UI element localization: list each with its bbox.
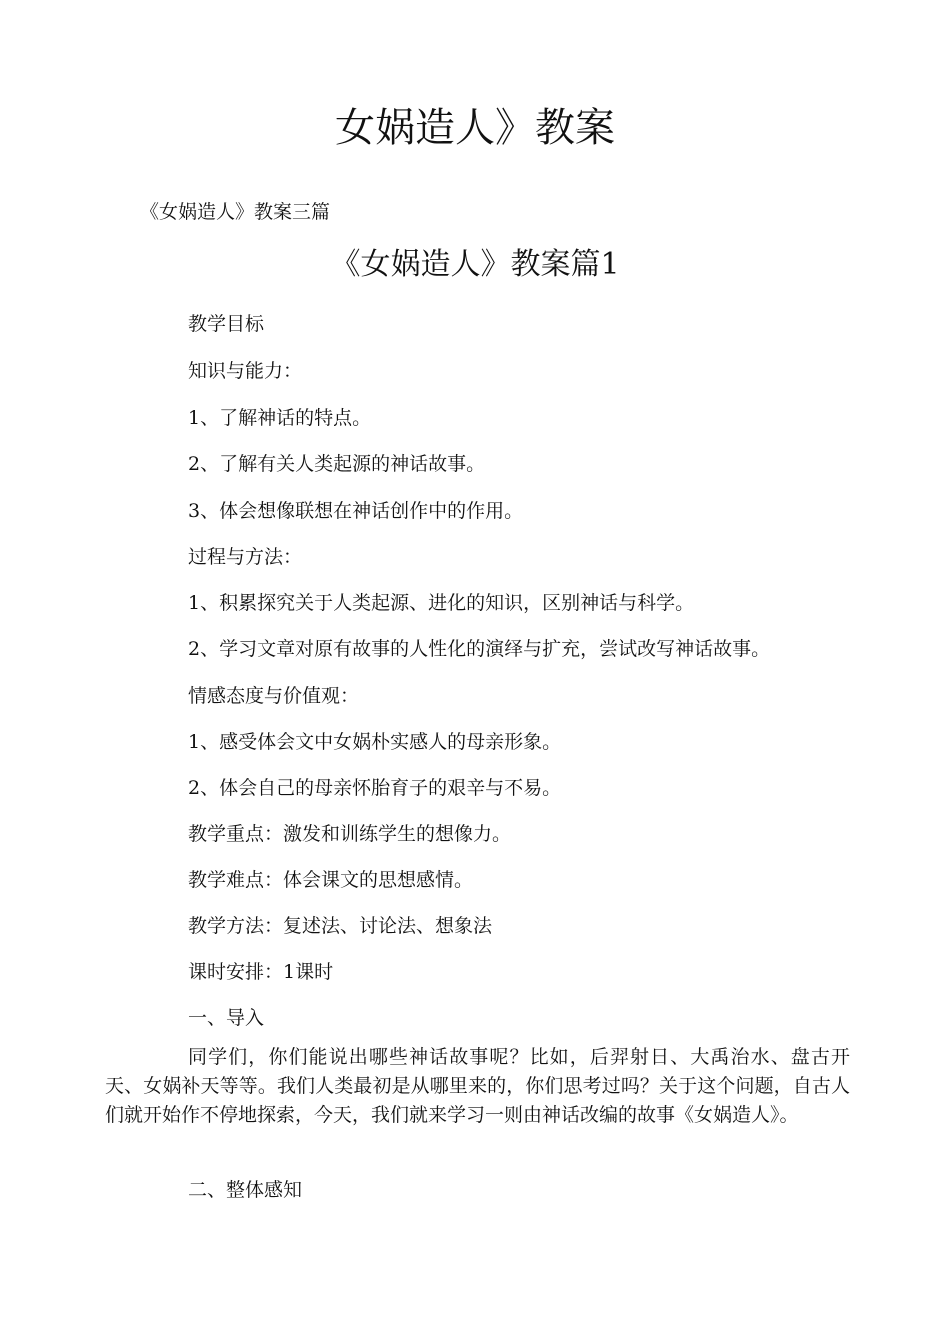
outline-line: 2、了解有关人类起源的神话故事。 — [188, 453, 486, 475]
outline-line: 2、体会自己的母亲怀胎育子的艰辛与不易。 — [188, 777, 562, 799]
document-subtitle: 《女娲造人》教案三篇 — [140, 201, 331, 223]
outline-line: 1、了解神话的特点。 — [188, 407, 372, 429]
outline-line: 课时安排：1课时 — [188, 961, 334, 983]
outline-line: 1、积累探究关于人类起源、进化的知识，区别神话与科学。 — [188, 592, 695, 614]
document-title: 女娲造人》教案 — [335, 105, 615, 151]
outline-line: 3、体会想像联想在神话创作中的作用。 — [188, 500, 524, 522]
outline-line: 教学重点：激发和训练学生的想像力。 — [188, 823, 512, 845]
outline-line: 教学难点：体会课文的思想感情。 — [188, 869, 474, 891]
outline-line: 情感态度与价值观： — [188, 685, 360, 707]
intro-paragraph: 同学们，你们能说出哪些神话故事呢？比如，后羿射日、大禹治水、盘古开天、女娲补天等等。我们人类最初是从哪里来的，你们思考过吗？关于这个问题，自古人们就开始作不停地探索，今天，我们就来学习一则由神话改编的故事《女娲造人》。 — [105, 1046, 850, 1126]
outline-line: 知识与能力： — [188, 360, 303, 382]
section-heading: 二、整体感知 — [188, 1179, 303, 1201]
outline-line: 2、学习文章对原有故事的人性化的演绎与扩充，尝试改写神话故事。 — [188, 638, 771, 660]
outline-line: 过程与方法： — [188, 546, 303, 568]
outline-line: 1、感受体会文中女娲朴实感人的母亲形象。 — [188, 731, 562, 753]
outline-line: 教学目标 — [188, 313, 265, 335]
section-title: 《女娲造人》教案篇1 — [330, 247, 620, 282]
outline-line: 一、导入 — [188, 1007, 265, 1029]
outline-line: 教学方法：复述法、讨论法、想象法 — [188, 915, 493, 937]
